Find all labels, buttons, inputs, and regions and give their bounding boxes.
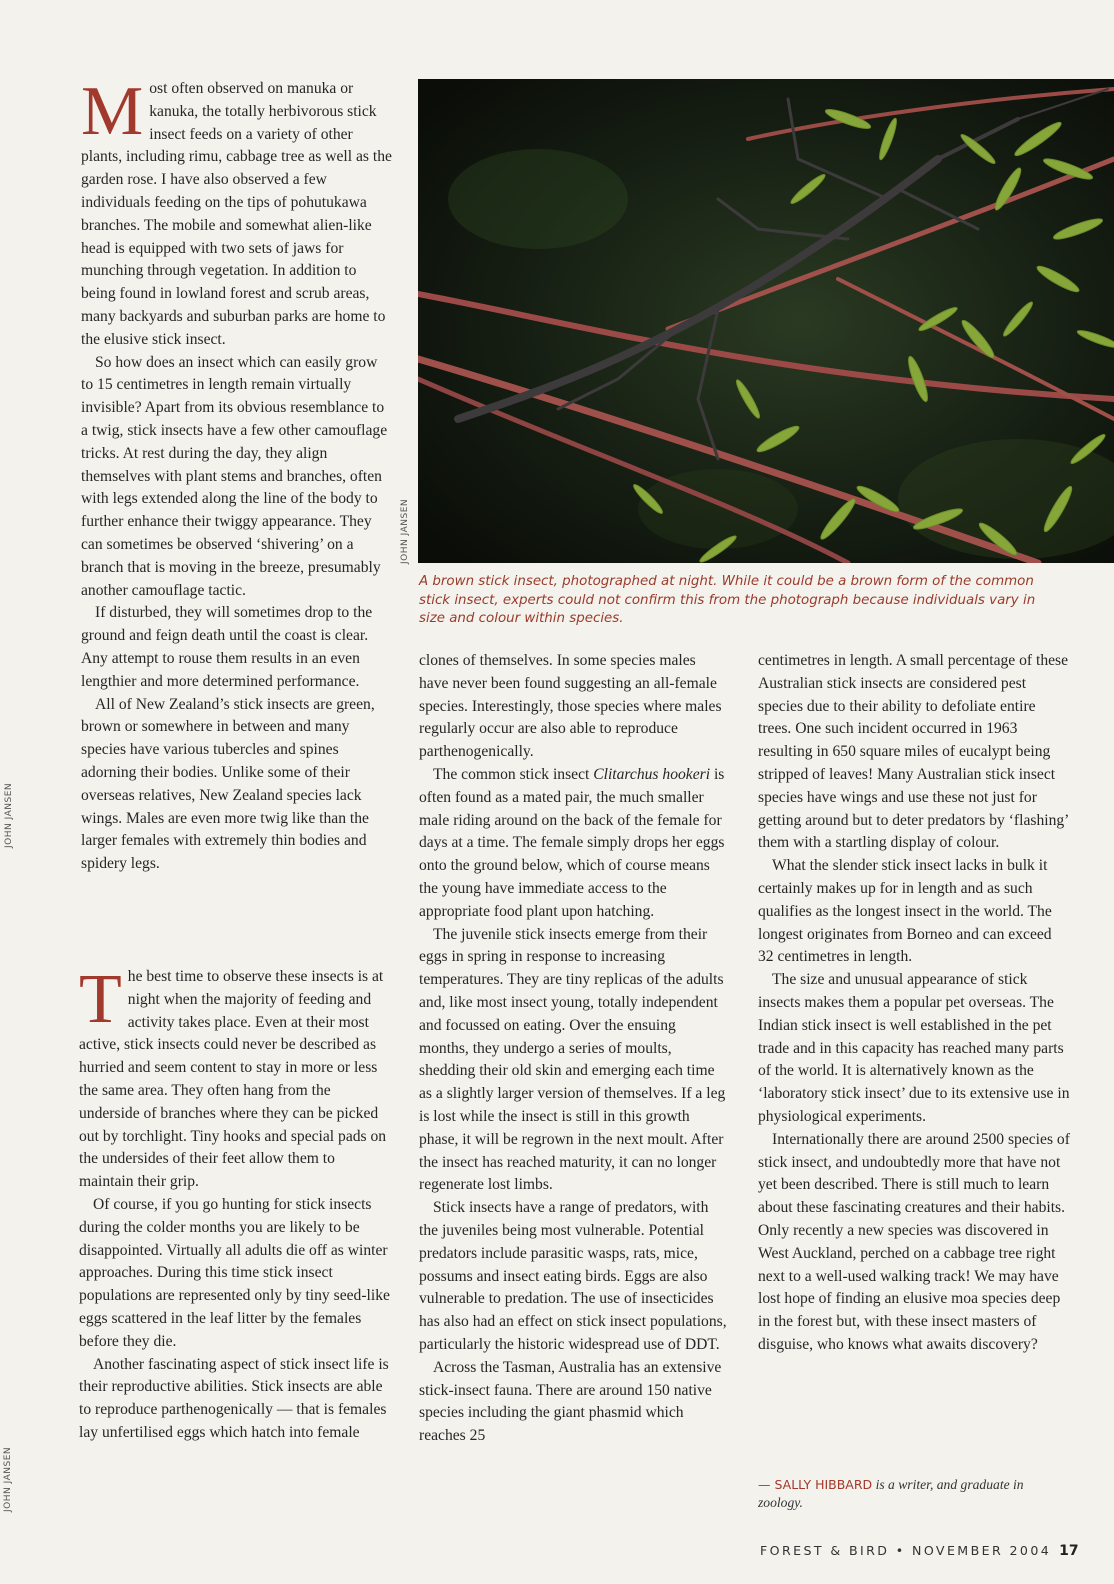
paragraph: clones of themselves. In some species males have never been found suggesting an all-female species. Interestingly, those species where males regularly occur are also able to reproduce parthenogenically.: [419, 652, 722, 761]
publication-line: FOREST & BIRD • NOVEMBER 2004: [760, 1543, 1052, 1558]
paragraph: [419, 764, 729, 924]
paragraph: Of course, if you go hunting for stick insects during the colder months you are likely to be disappointed. Virtually all adults die off as winter approaches. During this time stick insect populations are represented only by tiny seed-like eggs scattered in the leaf litter by the females before they die.: [79, 1195, 390, 1350]
paragraph: So how does an insect which can easily grow to 15 centimetres in length remain virtually invisible? Apart from its obvious resemblance to a twig, stick insects have a few other camouflage tricks. At rest during the day, they align themselves with plant stems and branches, often with legs extended along the line of the body to further enhance their twiggy appearance. They can sometimes be observed ‘shivering’ on a branch that is moving in the breeze, presumably another camouflage tactic.: [81, 353, 388, 599]
paragraph: The juvenile stick insects emerge from their eggs in spring in response to increasing temperatures. They are tiny replicas of the adults and, like most insect young, totally independent and focussed on eating. Over the ensuing months, they undergo a series of moults, shedding their old skin and emerging each time as a slightly larger version of themselves. If a leg is lost while the insect is still in this growth phase, it will be regrown in the next moult. After the insect has reached maturity, it can no longer regenerate lost limbs.: [419, 925, 726, 1194]
paragraph: All of New Zealand’s stick insects are green, brown or somewhere in between and many species have various tubercles and spines adorning their bodies. Unlike some of their overseas relatives, New Zealand species lack wings. Males are even more twig like than the larger females with extremely thin bodies and spidery legs.: [81, 695, 375, 873]
paragraph: If disturbed, they will sometimes drop to the ground and feign death until the coast is clear. Any attempt to rouse them results in an even lengthier and more determined performance.: [81, 604, 373, 690]
species-name: Clitarchus hookeri: [593, 765, 711, 783]
photo-caption: A brown stick insect, photographed at night. While it could be a brown form of the common stick insect, experts could not confirm this from the photograph because individuals vary in size and colour within species.: [419, 574, 1036, 627]
paragraph: What the slender stick insect lacks in bulk it certainly makes up for in length and as such qualifies as the longest insect in the world. The longest originates from Borneo and can exceed 32 centimetres in length.: [758, 857, 1052, 966]
stick-insect-photo: [418, 79, 1114, 563]
paragraph: [81, 73, 393, 352]
paragraph-text: ost often observed on manuka or kanuka, the totally herbivorous stick insect feeds on a variety of other plants, including rimu, cabbage tree as well as the garden rose. I have also observed a few individuals feeding on the tips of pohutukawa branches. The mobile and somewhat alien-like head is equipped with two sets of jaws for munching through vegetation. In addition to being found in lowland forest and scrub areas, many backyards and suburban parks are home to the elusive stick insect.: [81, 80, 392, 348]
author-bio: is a writer, and graduate in zoology.: [758, 1477, 1024, 1510]
paragraph: Across the Tasman, Australia has an extensive stick-insect fauna. There are around 150 native species including the giant phasmid which reaches 25: [419, 1358, 722, 1445]
paragraph: centimetres in length. A small percentage of these Australian stick insects are considered pest species due to their ability to defoliate entire trees. One such incident occurred in 1963 resulting in 650 square miles of eucalypt being stripped of leaves! Many Australian stick insect species have wings and use these not just for getting around but to deter predators by ‘flashing’ them with a startling display of colour.: [758, 652, 1069, 852]
paragraph: Another fascinating aspect of stick insect life is their reproductive abilities. Stick insects are able to reproduce parthenogenically — that is females lay unfertilised eggs which hatch into female: [79, 1355, 389, 1441]
article-column-3: [758, 650, 1070, 1357]
drop-cap-m: M: [81, 73, 144, 150]
paragraph-text: is often found as a mated pair, the much smaller male riding around on the back of the female for days at a time. The female simply drops her eggs onto the ground below, which of course means the young have immediate access to the appropriate food plant upon hatching.: [419, 765, 725, 920]
drop-cap-t: T: [79, 961, 122, 1038]
photo-credit: JOHN JANSEN: [400, 498, 410, 564]
stick-insect-illustration: [418, 79, 1114, 563]
paragraph: Stick insects have a range of predators, with the juveniles being most vulnerable. Potential predators include parasitic wasps, rats, mice, possums and insect eating birds. Eggs are also vulnerable to predation. The use of insecticides has also had an effect on stick insect populations, particularly the historic widespread use of DDT.: [419, 1199, 727, 1353]
side-credit: JOHN JANSEN: [3, 1446, 13, 1512]
article-column-1-bottom: [79, 961, 393, 1445]
side-credit: JOHN JANSEN: [4, 782, 14, 848]
paragraph: The size and unusual appearance of stick insects makes them a popular pet overseas. The Indian stick insect is well established in the pet trade and in this capacity has reached many parts of the world. It is alternatively known as the ‘laboratory stick insect’ due to its extensive use in physiological experiments.: [758, 971, 1070, 1125]
article-column-1-top: [81, 73, 393, 876]
paragraph: Internationally there are around 2500 species of stick insect, and undoubtedly more that have not yet been described. There is still much to learn about these fascinating creatures and their habits. Only recently a new species was discovered in West Auckland, perched on a cabbage tree right next to a well-used walking track! We may have lost hope of finding an elusive moa species deep in the forest but, with these insect masters of disguise, who knows what awaits discovery?: [758, 1130, 1070, 1353]
paragraph-text: he best time to observe these insects is at night when the majority of feeding and activity takes place. Even at their most active, stick insects could never be described as hurried and seem content to stay in more or less the same area. They often hang from the underside of branches where they can be picked out by torchlight. Tiny hooks and special pads on the undersides of their feet allow them to maintain their grip.: [79, 968, 387, 1191]
paragraph: [79, 961, 393, 1194]
paragraph-text: The common stick insect: [433, 765, 594, 783]
page-number: 17: [1059, 1543, 1079, 1559]
article-column-2: [419, 650, 729, 1448]
author-byline: [758, 1476, 1068, 1512]
page-footer: [760, 1543, 1079, 1559]
author-name: — SALLY HIBBARD: [758, 1477, 873, 1492]
